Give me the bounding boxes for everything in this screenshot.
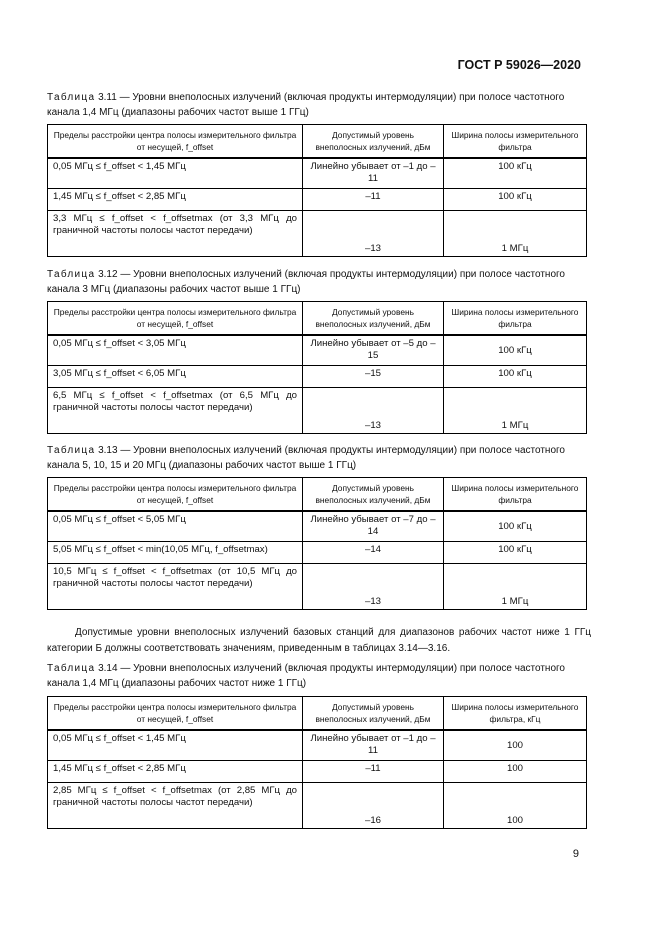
table-row [48, 511, 587, 541]
cell-offset: 6,5 МГц ≤ f_offset < f_offsetmax (от 6,5 МГц до граничной частоты полосы частот передачи) [48, 387, 303, 433]
cell-bandwidth: 100 кГц [444, 335, 587, 365]
cell-level: Линейно убывает от –1 до –11 [303, 730, 444, 760]
cell-offset: 1,45 МГц ≤ f_offset < 2,85 МГц [48, 188, 303, 210]
caption-text: 3.14 — Уровни внеполосных излучений (включая продукты интермодуляции) при полосе частотного канала 1,4 МГц (диапазоны рабочих частот ниже 1 ГГц) [47, 663, 565, 689]
table-3-13 [47, 477, 587, 610]
cell-level: –11 [303, 188, 444, 210]
cell-offset: 10,5 МГц ≤ f_offset < f_offsetmax (от 10,5 МГц до граничной частоты полосы частот передачи) [48, 563, 303, 609]
cell-offset: 5,05 МГц ≤ f_offset < min(10,05 МГц, f_offsetmax) [48, 541, 303, 563]
table-label: Таблица [47, 92, 96, 103]
header-offset: Пределы расстройки центра полосы измерительного фильтра от несущей, f_offset [48, 125, 303, 159]
header-bandwidth: Ширина полосы измерительного фильтра, кГц [444, 697, 587, 731]
document-header: ГОСТ Р 59026—2020 [457, 58, 581, 72]
table-label: Таблица [47, 445, 96, 456]
caption-text: 3.12 — Уровни внеполосных излучений (включая продукты интермодуляции) при полосе частотного канала 3 МГц (диапазоны рабочих частот выше 1 ГГц) [47, 269, 565, 295]
header-level: Допустимый уровень внеполосных излучений, дБм [303, 478, 444, 512]
caption-text: 3.13 — Уровни внеполосных излучений (включая продукты интермодуляции) при полосе частотного канала 5, 10, 15 и 20 МГц (диапазоны рабочих частот выше 1 ГГц) [47, 445, 565, 471]
cell-level: –13 [303, 387, 444, 433]
table-row [48, 541, 587, 563]
cell-level: –11 [303, 760, 444, 782]
cell-level: Линейно убывает от –7 до –14 [303, 511, 444, 541]
table-row [48, 210, 587, 256]
cell-level: –13 [303, 210, 444, 256]
cell-offset: 0,05 МГц ≤ f_offset < 5,05 МГц [48, 511, 303, 541]
page-number: 9 [572, 848, 579, 860]
table-3-13-caption [47, 443, 591, 473]
cell-level: Линейно убывает от –5 до –15 [303, 335, 444, 365]
header-bandwidth: Ширина полосы измерительного фильтра [444, 478, 587, 512]
header-offset: Пределы расстройки центра полосы измерительного фильтра от несущей, f_offset [48, 302, 303, 336]
cell-level: –13 [303, 563, 444, 609]
cell-bandwidth: 100 кГц [444, 188, 587, 210]
header-level: Допустимый уровень внеполосных излучений, дБм [303, 125, 444, 159]
cell-bandwidth: 1 МГц [444, 387, 587, 433]
table-3-12 [47, 301, 587, 434]
table-row [48, 387, 587, 433]
table-3-12-caption [47, 267, 591, 297]
cell-offset: 0,05 МГц ≤ f_offset < 1,45 МГц [48, 730, 303, 760]
table-label: Таблица [47, 269, 96, 280]
cell-bandwidth: 100 кГц [444, 158, 587, 188]
table-row [48, 335, 587, 365]
cell-offset: 0,05 МГц ≤ f_offset < 3,05 МГц [48, 335, 303, 365]
cell-level: –15 [303, 365, 444, 387]
caption-text: 3.11 — Уровни внеполосных излучений (включая продукты интермодуляции) при полосе частотного канала 1,4 МГц (диапазоны рабочих частот выше 1 ГГц) [47, 92, 565, 118]
cell-bandwidth: 100 [444, 782, 587, 828]
table-row [48, 730, 587, 760]
header-offset: Пределы расстройки центра полосы измерительного фильтра от несущей, f_offset [48, 478, 303, 512]
table-header-row [48, 302, 587, 336]
cell-bandwidth: 100 кГц [444, 365, 587, 387]
cell-offset: 3,3 МГц ≤ f_offset < f_offsetmax (от 3,3 МГц до граничной частоты полосы частот передачи) [48, 210, 303, 256]
cell-offset: 3,05 МГц ≤ f_offset < 6,05 МГц [48, 365, 303, 387]
cell-bandwidth: 100 кГц [444, 511, 587, 541]
table-3-11 [47, 124, 587, 257]
header-offset: Пределы расстройки центра полосы измерительного фильтра от несущей, f_offset [48, 697, 303, 731]
cell-level: Линейно убывает от –1 до –11 [303, 158, 444, 188]
header-level: Допустимый уровень внеполосных излучений, дБм [303, 302, 444, 336]
body-paragraph [47, 625, 591, 657]
table-3-14 [47, 696, 587, 829]
table-row [48, 158, 587, 188]
cell-bandwidth: 1 МГц [444, 563, 587, 609]
cell-offset: 0,05 МГц ≤ f_offset < 1,45 МГц [48, 158, 303, 188]
header-bandwidth: Ширина полосы измерительного фильтра [444, 125, 587, 159]
table-header-row [48, 697, 587, 731]
table-row [48, 365, 587, 387]
table-row [48, 188, 587, 210]
table-label: Таблица [47, 663, 96, 674]
table-3-11-caption [47, 90, 591, 120]
cell-bandwidth: 100 [444, 760, 587, 782]
header-bandwidth: Ширина полосы измерительного фильтра [444, 302, 587, 336]
paragraph-text: Допустимые уровни внеполосных излучений базовых станций для диапазонов рабочих частот ниже 1 ГГц категории Б должны соответствовать значениям, приведенным в таблицах 3.14—3.16. [47, 627, 591, 654]
cell-offset: 2,85 МГц ≤ f_offset < f_offsetmax (от 2,85 МГц до граничной частоты полосы частот передачи) [48, 782, 303, 828]
table-header-row [48, 125, 587, 159]
cell-bandwidth: 1 МГц [444, 210, 587, 256]
cell-bandwidth: 100 кГц [444, 541, 587, 563]
cell-bandwidth: 100 [444, 730, 587, 760]
header-level: Допустимый уровень внеполосных излучений, дБм [303, 697, 444, 731]
table-header-row [48, 478, 587, 512]
cell-offset: 1,45 МГц ≤ f_offset < 2,85 МГц [48, 760, 303, 782]
table-row [48, 563, 587, 609]
table-row [48, 782, 587, 828]
table-row [48, 760, 587, 782]
cell-level: –16 [303, 782, 444, 828]
cell-level: –14 [303, 541, 444, 563]
table-3-14-caption [47, 661, 591, 691]
